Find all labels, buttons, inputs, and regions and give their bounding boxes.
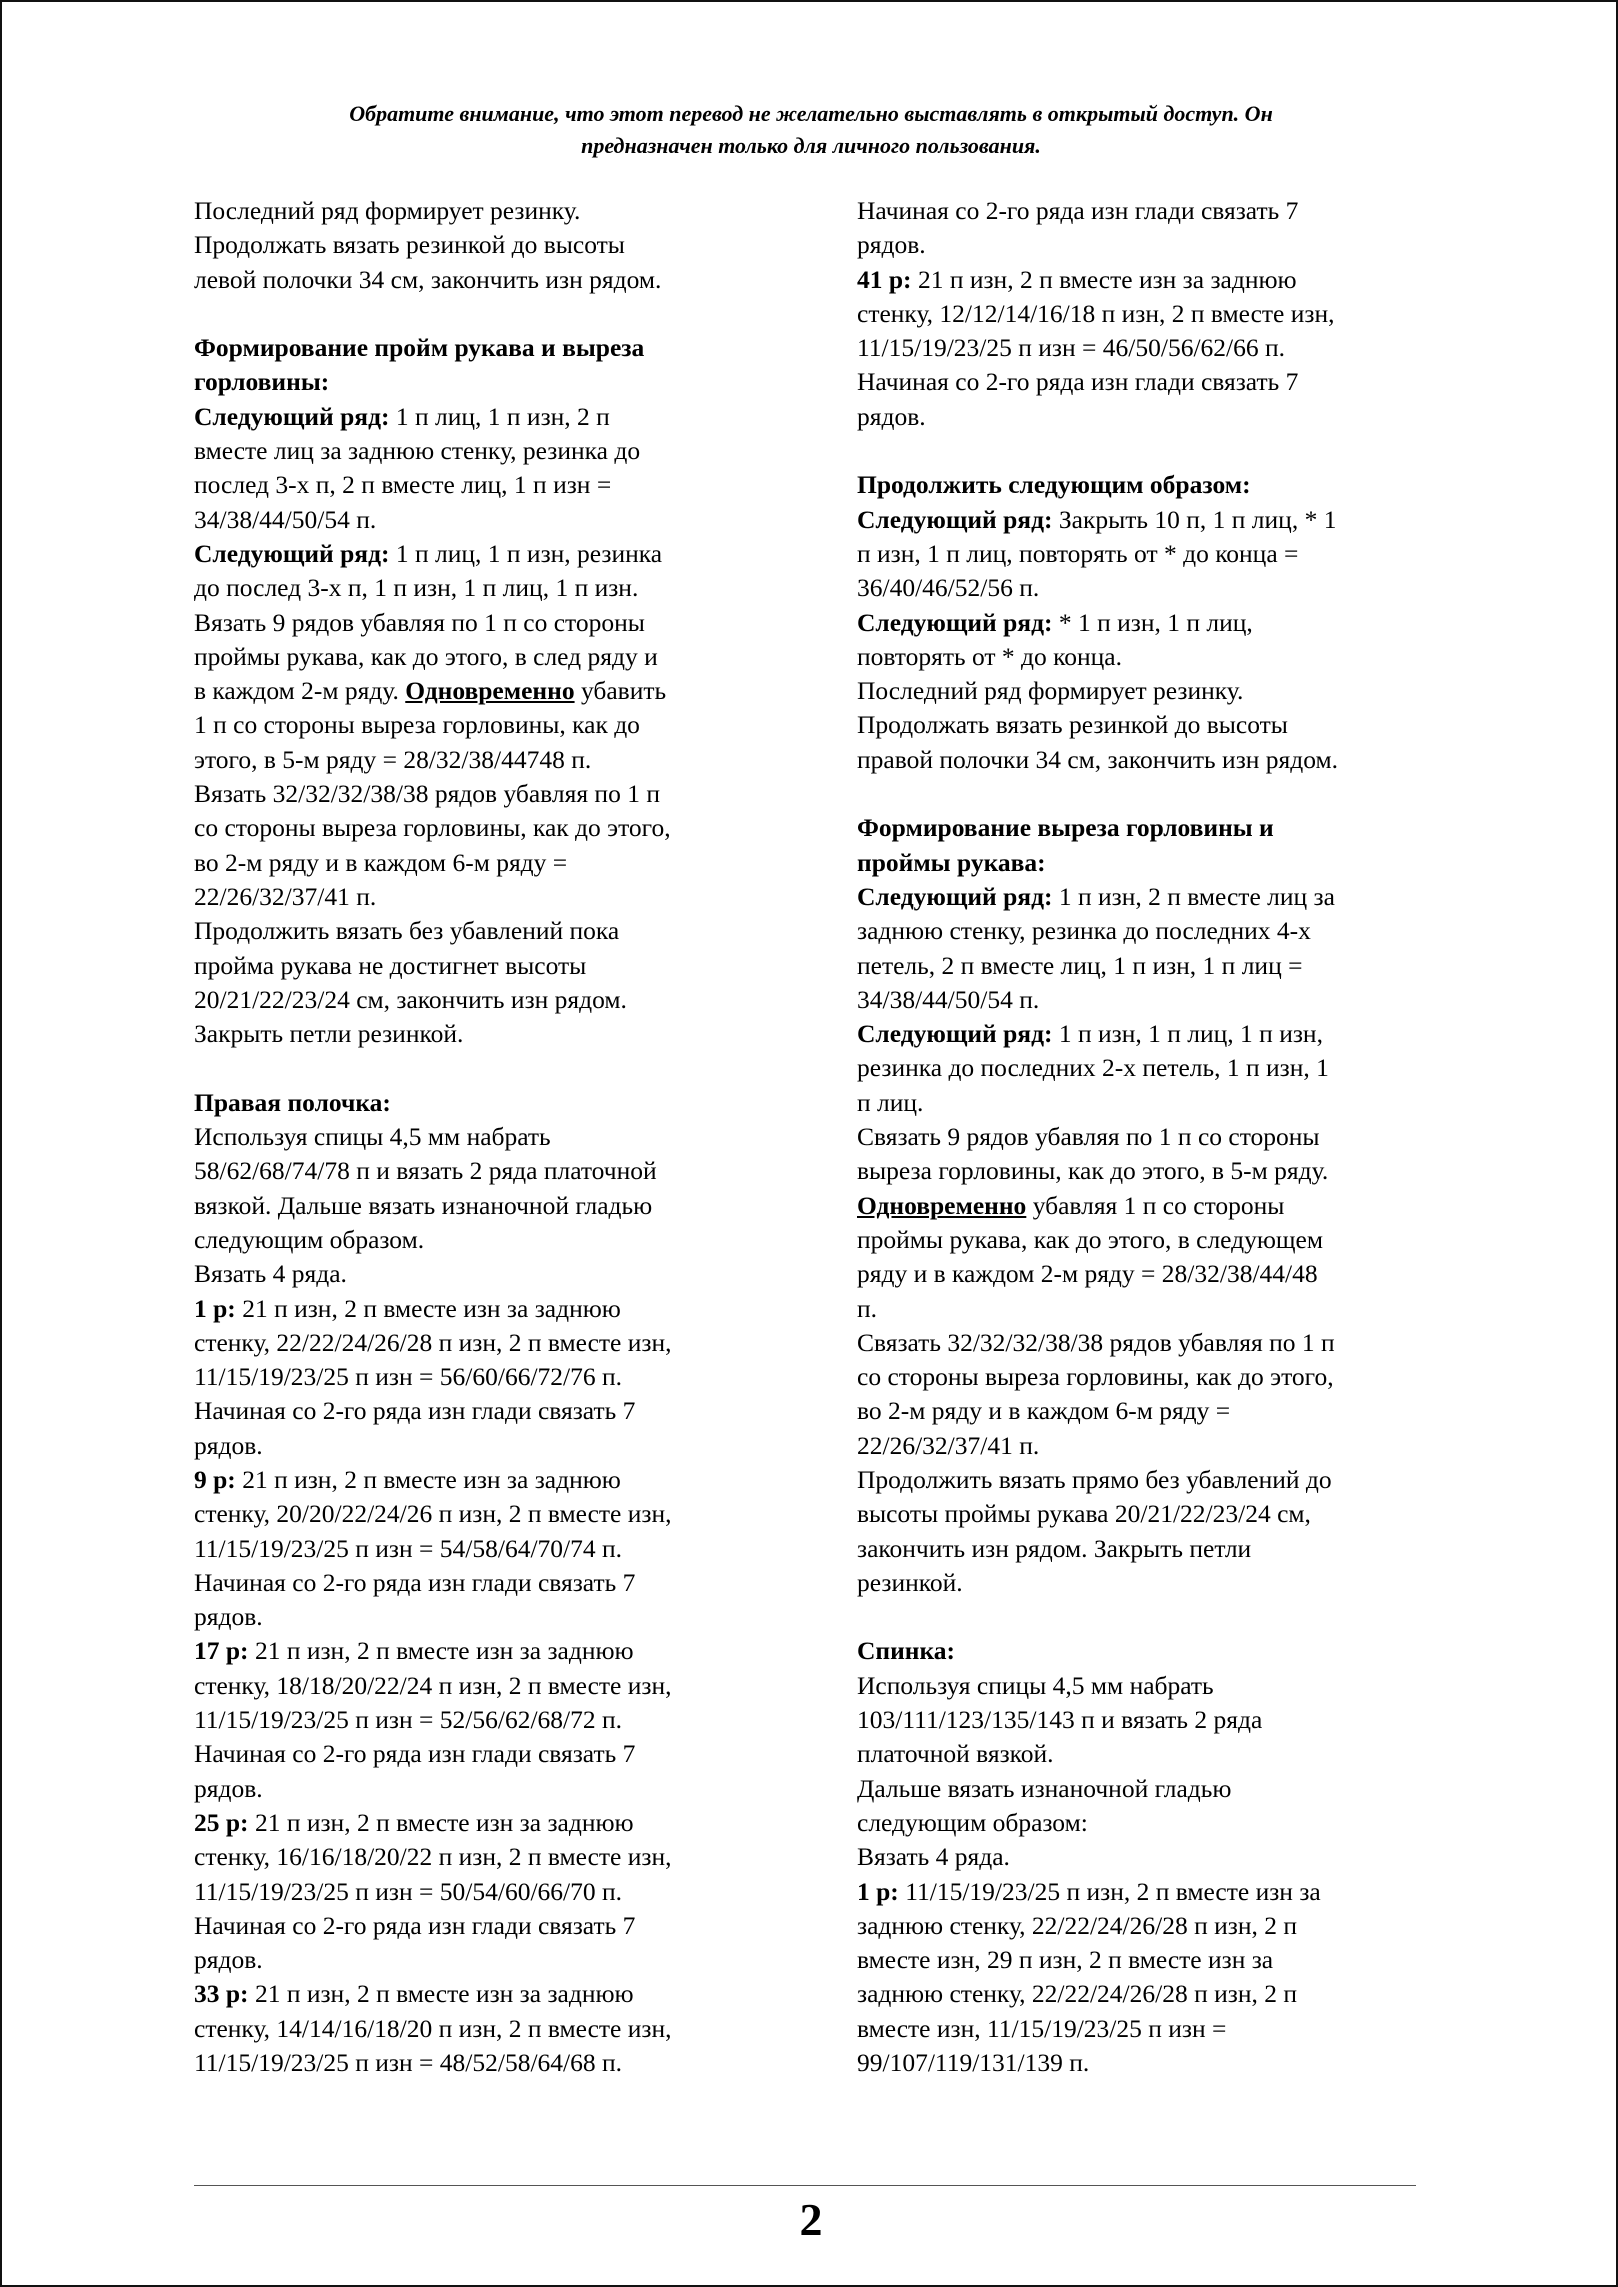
text-line: 1 п со стороны выреза горловины, как до [194, 710, 640, 740]
text-line: во 2-м ряду и в каждом 6-м ряду = [194, 847, 568, 877]
row-label: Следующий ряд: [857, 881, 1053, 911]
footer-divider [194, 2185, 1416, 2186]
text-line: рядов. [857, 230, 926, 260]
text-line: стенку, 22/22/24/26/28 п изн, 2 п вместе изн, [194, 1327, 672, 1357]
text-line: правой полочки 34 см, закончить изн рядом. [857, 744, 1339, 774]
text-line: выреза горловины, как до этого, в 5-м ряду. [857, 1156, 1329, 1186]
text-line: 99/107/119/131/139 п. [857, 2048, 1090, 2078]
instruction-line: Следующий ряд: 1 п изн, 1 п лиц, 1 п изн, [857, 1019, 1323, 1049]
left-column [194, 194, 776, 2080]
text-line: 34/38/44/50/54 п. [194, 504, 377, 534]
text-line: 34/38/44/50/54 п. [857, 984, 1040, 1014]
text-line: Продолжить вязать без убавлений пока [194, 916, 620, 946]
text-line: 36/40/46/52/56 п. [857, 573, 1040, 603]
text-line: этого, в 5-м ряду = 28/32/38/44748 п. [194, 744, 592, 774]
instruction-line: 1 р: 21 п изн, 2 п вместе изн за заднюю [194, 1293, 621, 1323]
instruction-line: Следующий ряд: 1 п изн, 2 п вместе лиц за [857, 881, 1335, 911]
text-line: рядов. [194, 1430, 263, 1460]
text-line: во 2-м ряду и в каждом 6-м ряду = [857, 1396, 1231, 1426]
text-line: Начиная со 2-го ряда изн глади связать 7 [194, 1910, 636, 1940]
section-heading: Спинка: [857, 1636, 956, 1666]
text-line: 11/15/19/23/25 п изн = 56/60/66/72/76 п. [194, 1362, 623, 1392]
instruction-line: Следующий ряд: 1 п лиц, 1 п изн, 2 п [194, 401, 610, 431]
text-line: стенку, 12/12/14/16/18 п изн, 2 п вместе изн, [857, 298, 1335, 328]
instruction-line: 25 р: 21 п изн, 2 п вместе изн за заднюю [194, 1807, 634, 1837]
text-line: до послед 3-х п, 1 п изн, 1 п лиц, 1 п изн. [194, 573, 639, 603]
row-label: 25 р: [194, 1807, 249, 1837]
text-line: стенку, 20/20/22/24/26 п изн, 2 п вместе изн, [194, 1499, 672, 1529]
text-line: рядов. [857, 401, 926, 431]
instruction-line: Следующий ряд: 1 п лиц, 1 п изн, резинка [194, 538, 663, 568]
text-line: Последний ряд формирует резинку. [194, 196, 581, 225]
translation-notice [182, 98, 1440, 162]
text-line: стенку, 18/18/20/22/24 п изн, 2 п вместе изн, [194, 1670, 672, 1700]
section-heading: Правая полочка: [194, 1087, 391, 1117]
row-label: Следующий ряд: [857, 607, 1053, 637]
text-line: рядов. [194, 1945, 263, 1975]
text-line: Продолжать вязать резинкой до высоты [857, 710, 1288, 740]
row-label: Следующий ряд: [857, 1019, 1053, 1049]
text-line: ряду и в каждом 2-м ряду = 28/32/38/44/48 [857, 1259, 1318, 1289]
section-heading: Формирование пройм рукава и выреза [194, 333, 645, 363]
section-heading: Формирование выреза горловины и [857, 813, 1274, 843]
section-heading: Продолжить следующим образом: [857, 470, 1251, 500]
text-line: Используя спицы 4,5 мм набрать [194, 1122, 551, 1152]
instruction-line: 1 р: 11/15/19/23/25 п изн, 2 п вместе изн за [857, 1876, 1321, 1906]
text-line: проймы рукава, как до этого, в след ряду и [194, 641, 658, 671]
row-label: Следующий ряд: [194, 401, 390, 431]
text-line: вязкой. Дальше вязать изнаночной гладью [194, 1190, 653, 1220]
text-line: повторять от * до конца. [857, 641, 1122, 671]
text-line: Вязать 9 рядов убавляя по 1 п со стороны [194, 607, 645, 637]
section-heading: проймы рукава: [857, 847, 1046, 877]
instruction-line: Следующий ряд: Закрыть 10 п, 1 п лиц, * 1 [857, 504, 1337, 534]
text-line: со стороны выреза горловины, как до этого, [857, 1362, 1334, 1392]
text-line: вместе лиц за заднюю стенку, резинка до [194, 436, 641, 466]
text-line: резинка до последних 2-х петель, 1 п изн, 1 [857, 1053, 1329, 1083]
text-line: Вязать 32/32/32/38/38 рядов убавляя по 1 п [194, 779, 660, 809]
instruction-line: 9 р: 21 п изн, 2 п вместе изн за заднюю [194, 1464, 621, 1494]
text-line: резинкой. [857, 1567, 963, 1597]
notice-line: Обратите внимание, что этот перевод не желательно выставлять в открытый доступ. Он [349, 101, 1273, 126]
text-line: заднюю стенку, 22/22/24/26/28 п изн, 2 п [857, 1979, 1298, 2009]
emphasis-simultaneously: Одновременно [857, 1190, 1027, 1220]
instruction-line: 33 р: 21 п изн, 2 п вместе изн за заднюю [194, 1979, 634, 2009]
page-number: 2 [799, 2194, 823, 2245]
text-line: 22/26/32/37/41 п. [857, 1430, 1040, 1460]
instruction-line: в каждом 2-м ряду. Одновременно убавить [194, 676, 667, 706]
text-line: 22/26/32/37/41 п. [194, 881, 377, 911]
text-line: послед 3-х п, 2 п вместе лиц, 1 п изн = [194, 470, 612, 500]
text-line: высоты проймы рукава 20/21/22/23/24 см, [857, 1499, 1311, 1529]
text-line: заднюю стенку, 22/22/24/26/28 п изн, 2 п [857, 1910, 1298, 1940]
text-line: Используя спицы 4,5 мм набрать [857, 1670, 1214, 1700]
text-line: 11/15/19/23/25 п изн = 54/58/64/70/74 п. [194, 1533, 623, 1563]
text-line: заднюю стенку, резинка до последних 4-х [857, 916, 1311, 946]
text-line: 11/15/19/23/25 п изн = 50/54/60/66/70 п. [194, 1876, 623, 1906]
text-line: Вязать 4 ряда. [194, 1259, 347, 1289]
text-line: Связать 9 рядов убавляя по 1 п со стороны [857, 1122, 1320, 1152]
row-label: Следующий ряд: [857, 504, 1053, 534]
text-line: Начиная со 2-го ряда изн глади связать 7 [857, 196, 1299, 225]
text-line: вместе изн, 29 п изн, 2 п вместе изн за [857, 1945, 1274, 1975]
row-label: 1 р: [194, 1293, 236, 1323]
text-line: закончить изн рядом. Закрыть петли [857, 1533, 1252, 1563]
text-line: 58/62/68/74/78 п и вязать 2 ряда платочной [194, 1156, 657, 1186]
text-line: 11/15/19/23/25 п изн = 46/50/56/62/66 п. [857, 333, 1286, 363]
text-line: стенку, 14/14/16/18/20 п изн, 2 п вместе изн, [194, 2013, 672, 2043]
text-line: 11/15/19/23/25 п изн = 52/56/62/68/72 п. [194, 1705, 623, 1735]
instruction-line: 41 р: 21 п изн, 2 п вместе изн за заднюю [857, 264, 1297, 294]
text-line: Закрыть петли резинкой. [194, 1019, 464, 1049]
text-line: рядов. [194, 1773, 263, 1803]
instruction-line: Одновременно убавляя 1 п со стороны [857, 1190, 1285, 1220]
row-label: 9 р: [194, 1464, 236, 1494]
row-label: 33 р: [194, 1979, 249, 2009]
text-line: Последний ряд формирует резинку. [857, 676, 1244, 706]
text-line: левой полочки 34 см, закончить изн рядом. [194, 264, 662, 294]
text-line: Начиная со 2-го ряда изн глади связать 7 [194, 1567, 636, 1597]
text-line: Продолжить вязать прямо без убавлений до [857, 1464, 1332, 1494]
text-line: стенку, 16/16/18/20/22 п изн, 2 п вместе изн, [194, 1842, 672, 1872]
row-label: 1 р: [857, 1876, 899, 1906]
section-heading: горловины: [194, 367, 330, 397]
text-line: Дальше вязать изнаночной гладью [857, 1773, 1232, 1803]
text-line: пройма рукава не достигнет высоты [194, 950, 587, 980]
text-line: Начиная со 2-го ряда изн глади связать 7 [194, 1739, 636, 1769]
row-label: Следующий ряд: [194, 538, 390, 568]
instruction-line: Следующий ряд: * 1 п изн, 1 п лиц, [857, 607, 1253, 637]
text-line: вместе изн, 11/15/19/23/25 п изн = [857, 2013, 1227, 2043]
text-line: Начиная со 2-го ряда изн глади связать 7 [194, 1396, 636, 1426]
right-column [857, 194, 1437, 2080]
text-line: платочной вязкой. [857, 1739, 1054, 1769]
text-line: следующим образом. [194, 1224, 425, 1254]
text-line: следующим образом: [857, 1807, 1088, 1837]
row-label: 41 р: [857, 264, 912, 294]
text-line: Вязать 4 ряда. [857, 1842, 1010, 1872]
text-line: Связать 32/32/32/38/38 рядов убавляя по 1 п [857, 1327, 1335, 1357]
text-line: со стороны выреза горловины, как до этого, [194, 813, 671, 843]
text-line: 103/111/123/135/143 п и вязать 2 ряда [857, 1705, 1263, 1735]
text-line: проймы рукава, как до этого, в следующем [857, 1224, 1324, 1254]
text-line: п. [857, 1293, 878, 1323]
instruction-line: 17 р: 21 п изн, 2 п вместе изн за заднюю [194, 1636, 634, 1666]
text-line: п изн, 1 п лиц, повторять от * до конца = [857, 538, 1299, 568]
text-line: п лиц. [857, 1087, 924, 1117]
notice-line: предназначен только для личного пользования. [581, 133, 1041, 158]
text-line: Продолжать вязать резинкой до высоты [194, 230, 625, 260]
text-line: 20/21/22/23/24 см, закончить изн рядом. [194, 984, 627, 1014]
text-line: Начиная со 2-го ряда изн глади связать 7 [857, 367, 1299, 397]
text-line: рядов. [194, 1602, 263, 1632]
text-line: 11/15/19/23/25 п изн = 48/52/58/64/68 п. [194, 2048, 623, 2078]
text-line: петель, 2 п вместе лиц, 1 п изн, 1 п лиц = [857, 950, 1303, 980]
emphasis-simultaneously: Одновременно [405, 676, 575, 706]
row-label: 17 р: [194, 1636, 249, 1666]
